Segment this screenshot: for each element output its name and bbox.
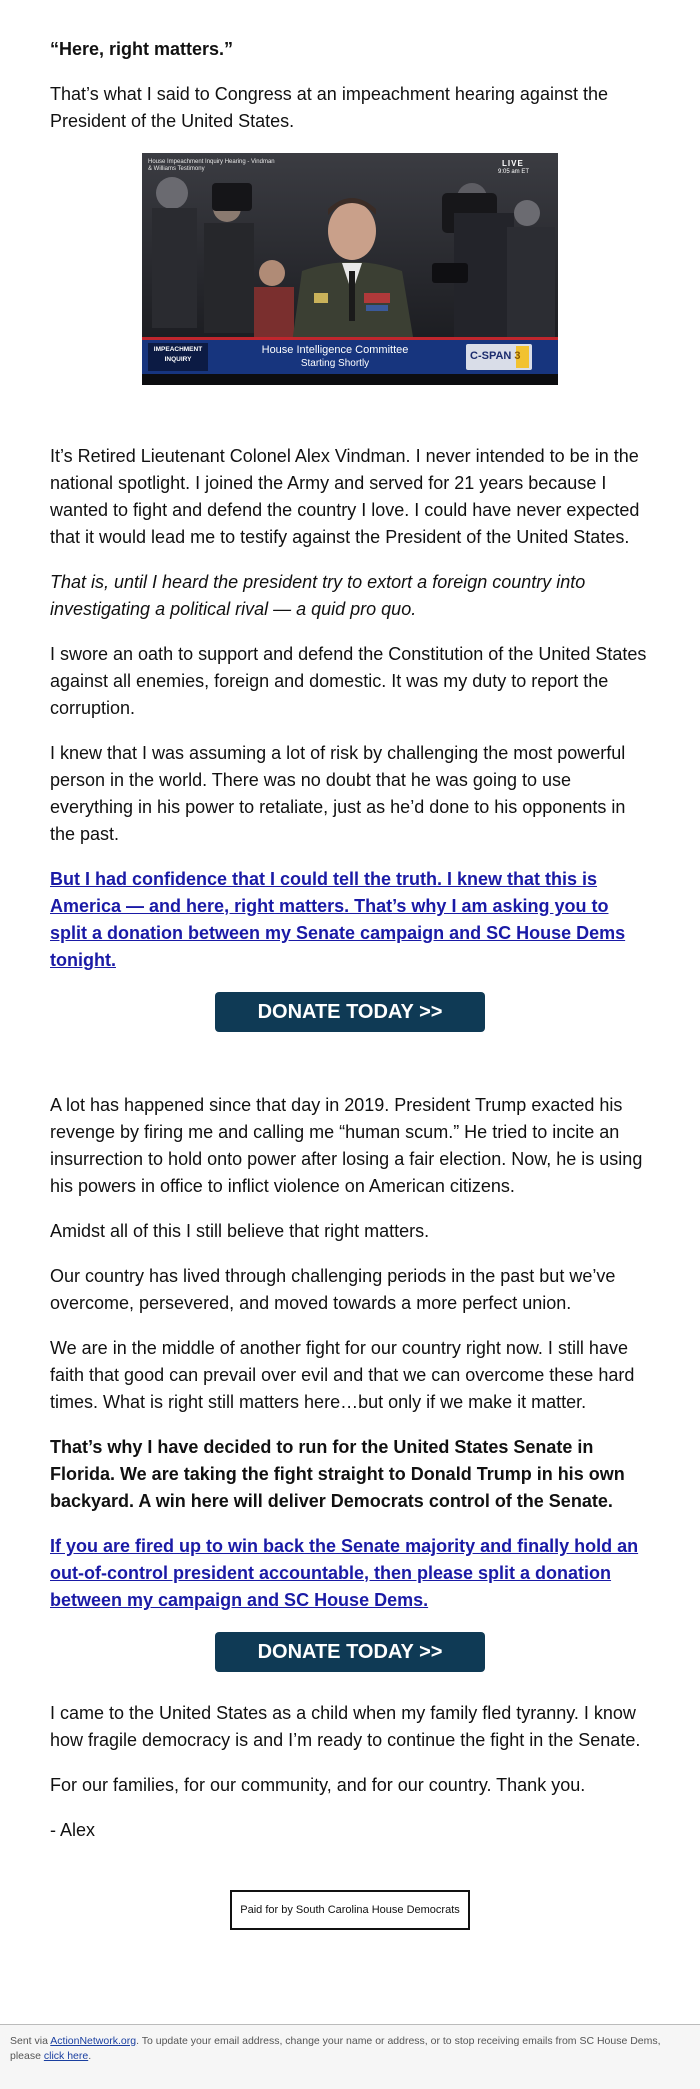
hero-caption-line1: House Impeachment Inquiry Hearing - Vindman (148, 159, 275, 165)
paragraph-challenging-periods: Our country has lived through challenging periods in the past but we’ve overcome, persevered, and moved towards a more perfect union. (50, 1266, 616, 1313)
intro-heading: “Here, right matters.” (50, 39, 234, 59)
actionnetwork-link[interactable]: ActionNetwork.org (50, 2035, 137, 2047)
donate-button-2-wrap (50, 1632, 650, 1672)
network-logo (470, 350, 520, 362)
donate-link-2[interactable]: If you are fired up to win back the Senate majority and finally hold an out-of-control president accountable, then please split a donation between my campaign and SC House Dems. (50, 1536, 639, 1610)
paragraph-intro-vindman: It’s Retired Lieutenant Colonel Alex Vindman. I never intended to be in the national spotlight. I joined the Army and served for 21 years because I wanted to fight and defend the country I love. I could have never expected that it would lead me to testify against the President of the United States. (50, 446, 640, 547)
lower-third-subtitle: Starting Shortly (300, 358, 370, 369)
paragraph-thank-you: For our families, for our community, and for our country. Thank you. (50, 1775, 586, 1795)
paragraph-fled-tyranny: I came to the United States as a child when my family fled tyranny. I know how fragile democracy is and I’m ready to continue the fight in the Senate. (50, 1703, 641, 1750)
paragraph-quid-pro-quo: That is, until I heard the president try to extort a foreign country into investigating a political rival — a quid pro quo. (50, 572, 586, 619)
paragraph-2019: A lot has happened since that day in 2019. President Trump exacted his revenge by firing me and calling me “human scum.” He tried to incite an insurrection to hold onto power after losing a fair election. Now, he is using his powers in office to inflict violence on American citizens. (50, 1095, 643, 1196)
hero-image (142, 153, 558, 385)
lower-third-label-line1: IMPEACHMENT (153, 346, 203, 353)
email-footer (0, 2024, 700, 2089)
hero-caption-line2: & Williams Testimony (148, 166, 205, 172)
paragraph-right-matters: Amidst all of this I still believe that right matters. (50, 1221, 430, 1241)
donate-button-2[interactable]: DONATE TODAY >> (215, 1632, 485, 1672)
intro-text: That’s what I said to Congress at an impeachment hearing against the President of the United States. (50, 84, 608, 131)
donate-button-1[interactable]: DONATE TODAY >> (215, 992, 485, 1032)
donate-link-1[interactable]: But I had confidence that I could tell the truth. I knew that this is America — and here, right matters. That’s why I am asking you to split a donation between my Senate campaign and SC House Dems tonight. (50, 869, 626, 970)
footer-prefix: Sent via (10, 2035, 51, 2047)
network-logo-text: C-SPAN (470, 350, 512, 362)
live-badge: LIVE (502, 159, 524, 168)
paragraph-senate-run: That’s why I have decided to run for the United States Senate in Florida. We are taking the fight straight to Donald Trump in his own backyard. A win here will deliver Democrats control of the Senate. (50, 1437, 625, 1511)
paragraph-another-fight: We are in the middle of another fight for our country right now. I still have faith that good can prevail over evil and that we can overcome these hard times. What is right still matters here…but only if we make it matter. (50, 1338, 635, 1412)
paragraph-oath: I swore an oath to support and defend the Constitution of the United States against all enemies, foreign and domestic. It was my duty to report the corruption. (50, 644, 647, 718)
unsubscribe-link[interactable]: click here (43, 2050, 89, 2062)
lower-third-label-line2: INQUIRY (164, 356, 192, 363)
email-body (50, 36, 650, 1930)
paid-for-disclaimer: Paid for by South Carolina House Democrats (230, 1890, 470, 1930)
donate-button-1-wrap (50, 992, 650, 1032)
lower-third-title: House Intelligence Committee (261, 344, 409, 356)
signature: - Alex (50, 1820, 96, 1840)
paragraph-risk: I knew that I was assuming a lot of risk by challenging the most powerful person in the world. There was no doubt that he was going to use everything in his power to retaliate, just as he’d done to his opponents in the past. (50, 743, 626, 844)
footer-middle: . To update your email address, change your name or address, or to stop receiving emails from SC House Dems, please (10, 2035, 661, 2062)
network-logo-number: 3 (514, 350, 521, 362)
footer-suffix: . (88, 2050, 92, 2062)
live-time: 9:05 am ET (498, 169, 530, 175)
